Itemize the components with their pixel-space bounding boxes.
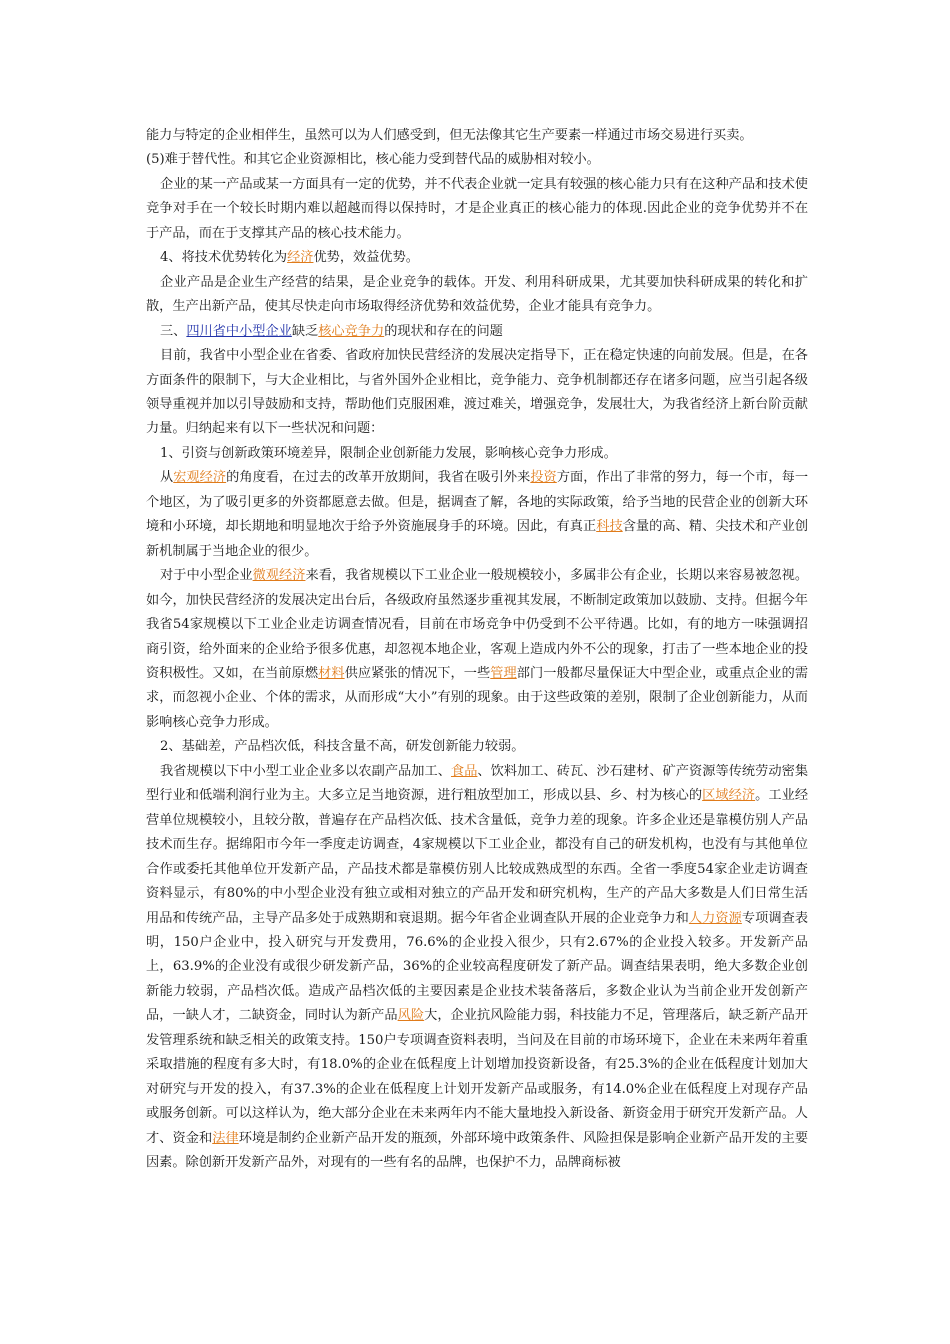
paragraph-5: 企业产品是企业生产经营的结果，是企业竞争的载体。开发、利用科研成果，尤其要加快科研成果的转化和扩散，生产出新产品，使其尽快走向市场取得经济优势和效益优势，企业才能具有竞争力。: [146, 274, 808, 315]
text: 专项调查表明，150户企业中，投入研究与开发费用，76.6%的企业投入很少，只有2.67%的企业投入较多。开发新产品上，63.9%的企业没有或很少研发新产品，36%的企业较高程度研发了新产品。调查结果表明，绝大多数企业创新能力较弱，产品档次低。造成产品档次低的主要因素是企业技术装备落后，多数企业认为当前企业开发创新产品，一缺人才，二缺资金，同时认为新产品: [146, 910, 809, 1024]
paragraph-4-heading: [146, 246, 808, 270]
link-core-competence[interactable]: 核心竞争力: [318, 323, 385, 339]
text: 部门一般都尽量保证大中型企业，或重点企业的需求，而忽视小企业、个体的需求，从而形成“大小”有别的现象。由于这些政策的差别，限制了企业创新能力，从而影响核心竞争力形成。: [146, 665, 809, 730]
paragraph-1: 能力与特定的企业相伴生，虽然可以为人们感受到，但无法像其它生产要素一样通过市场交易进行买卖。: [146, 128, 753, 143]
link-microeconomics[interactable]: 微观经济: [252, 568, 306, 584]
text: 。工业经营单位规模较小，且较分散，普遍存在产品档次低、技术含量低，竞争力差的现象。许多企业还是靠模仿别人产品技术而生存。据绵阳市今年一季度走访调查，4家规模以下工业企业，都没有自己的研发机构，也没有与其他单位合作或委托其他单位开发新产品，产品技术都是靠模仿别人比较成熟成型的东西。全省一季度54家企业走访调查资料显示，有80%的中小型企业没有独立或相对独立的产品开发和研究机构，生产的产品大多数是人们日常生活用品和传统产品，主导产品多处于成熟期和衰退期。据今年省企业调查队开展的企业竞争力和: [146, 788, 809, 926]
link-management[interactable]: 管理: [490, 665, 517, 681]
text: 对于中小型企业: [160, 568, 253, 584]
text: 4、将技术优势转化为: [160, 250, 288, 266]
text: 从: [160, 470, 174, 486]
link-jingji[interactable]: 经济: [287, 250, 314, 266]
text: 含量的高、精、尖技术和产业创新机制属于当地企业的很少。: [146, 519, 809, 559]
paragraph-11: [146, 760, 808, 1176]
link-human-resources[interactable]: 人力资源: [688, 910, 742, 926]
text: 供应紧张的情况下，一些: [344, 665, 491, 681]
paragraph-3: 企业的某一产品或某一方面具有一定的优势，并不代表企业就一定具有较强的核心能力只有在这种产品和技术使竞争对手在一个较长时期内难以超越而得以保持时，才是企业真正的核心能力的体现.因此企业的竞争优势并不在于产品，而在于支撑其产品的核心技术能力。: [146, 176, 808, 241]
text: 、饮料加工、砖瓦、沙石建材、矿产资源等传统劳动密集型行业和低端利润行业为主。大多立足当地资源，进行粗放型加工，形成以县、乡、村为核心的: [146, 763, 809, 804]
text: 我省规模以下中小型工业企业多以农副产品加工、: [160, 763, 451, 779]
paragraph-6: 目前，我省中小型企业在省委、省政府加快民营经济的发展决定指导下，正在稳定快速的向前发展。但是，在各方面条件的限制下，与大企业相比，与省外国外企业相比，竞争能力、竞争机制都还存在诸多问题，应当引起各级领导重视并加以引导鼓励和支持，帮助他们克服困难，渡过难关，增强竞争，发展壮大，为我省经济上新台阶贡献力量。归纳起来有以下一些状况和问题：: [146, 348, 808, 437]
link-investment[interactable]: 投资: [530, 470, 557, 486]
link-sichuan-sme[interactable]: 四川省中小型企业: [186, 323, 292, 339]
link-materials[interactable]: 材料: [318, 665, 345, 681]
paragraph-2: (5)难于替代性。和其它企业资源相比，核心能力受到替代品的威胁相对较小。: [146, 152, 600, 168]
link-food[interactable]: 食品: [450, 763, 478, 779]
text: 优势，效益优势。: [313, 250, 419, 266]
text: 大，企业抗风险能力弱，科技能力不足，管理落后，缺乏新产品开发管理系统和缺乏相关的政策支持。150户专项调查资料表明，当问及在目前的市场环境下，企业在未来两年着重采取措施的程度有多大时，有18.0%的企业在低程度上计划增加投资新设备，有25.3%的企业在低程度计划加大对研究与开发的投入，有37.3%的企业在低程度上计划开发新产品或服务，有14.0%企业在低程度上对现存产品或服务创新。可以这样认为，绝大部分企业在未来两年内不能大量地投入新设备、新资金用于研究开发新产品。人才、资金和: [146, 1008, 809, 1146]
link-technology[interactable]: 科技: [596, 519, 623, 535]
text: 三、: [160, 323, 187, 339]
text: 环境是制约企业新产品开发的瓶颈，外部环境中政策条件、风险担保是影响企业新产品开发的主要因素。除创新开发新产品外，对现有的一些有名的品牌，也保护不力，品牌商标被: [146, 1130, 809, 1171]
text: 的角度看，在过去的改革开放期间，我省在吸引外来: [226, 470, 531, 486]
link-risk[interactable]: 风险: [397, 1008, 425, 1024]
paragraph-7-heading: 1、引资与创新政策环境差异，限制企业创新能力发展，影响核心竞争力形成。: [160, 445, 617, 461]
link-regional-economy[interactable]: 区域经济: [702, 788, 756, 804]
section-3-heading: [146, 320, 808, 344]
text: 方面，作出了非常的努力，每一个市，每一个地区，为了吸引更多的外资都愿意去做。但是，据调查了解，各地的实际政策，给予当地的民营企业的创新大环境和小环境，却长期地和明显地次于给予外资施展身手的环境。因此，有真正: [146, 470, 809, 535]
link-law[interactable]: 法律: [212, 1130, 239, 1146]
paragraph-9: [146, 564, 808, 735]
paragraph-8: [146, 466, 808, 564]
link-macroeconomics[interactable]: 宏观经济: [173, 470, 227, 486]
text: 来看，我省规模以下工业企业一般规模较小，多属非公有企业，长期以来容易被忽视。如今，加快民营经济的发展决定出台后，各级政府虽然逐步重视其发展，不断制定政策加以鼓励、支持。但据今年我省54家规模以下工业企业走访调查情况看，目前在市场竞争中仍受到不公平待遇。比如，有的地方一味强调招商引资，给外面来的企业给予很多优惠，却忽视本地企业，客观上造成内外不公的现象，打击了一些本地企业的投资积极性。又如，在当前原燃: [146, 568, 809, 681]
paragraph-10-heading: 2、基础差，产品档次低，科技含量不高，研发创新能力较弱。: [160, 739, 525, 755]
document-page: [146, 124, 808, 1175]
text: 缺乏: [291, 323, 319, 339]
text: 的现状和存在的问题: [384, 323, 503, 339]
